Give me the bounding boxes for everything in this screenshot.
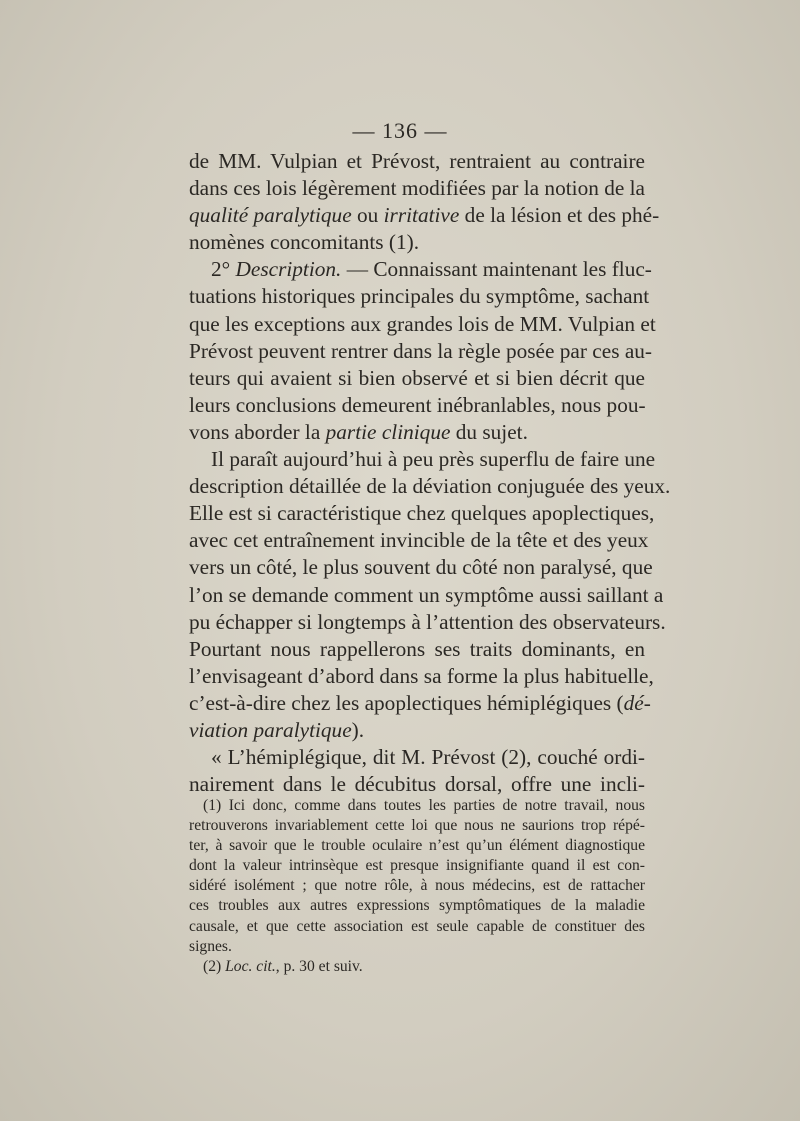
text-segment: ter, à savoir que le trouble oculaire n’est qu’un élément diagnostique bbox=[189, 837, 645, 855]
footnote-line bbox=[189, 796, 645, 816]
text-segment: leurs conclusions demeurent inébranlables, nous pou- bbox=[189, 392, 646, 417]
body-line bbox=[189, 283, 650, 310]
text-segment: vers un côté, le plus souvent du côté non paralysé, que bbox=[189, 555, 653, 580]
body-line bbox=[189, 690, 651, 717]
text-segment: avec cet entraînement invincible de la tête et des yeux bbox=[189, 528, 649, 553]
text-segment: de la lésion et des phé- bbox=[459, 203, 660, 228]
body-line bbox=[189, 473, 671, 500]
body-line bbox=[189, 392, 645, 419]
text-segment: que les exceptions aux grandes lois de MM. Vulpian et bbox=[189, 311, 656, 336]
text-segment: « L’hémiplégique, dit M. Prévost (2), couché ordi- bbox=[211, 745, 645, 770]
text-segment: Il paraît aujourd’hui à peu près superflu de faire une bbox=[211, 447, 656, 472]
text-segment: dont la valeur intrinsèque est presque insignifiante quand il est con- bbox=[189, 857, 645, 875]
text-segment: vons aborder la bbox=[189, 419, 326, 444]
body-line bbox=[189, 554, 653, 581]
text-segment: ou bbox=[351, 203, 384, 228]
body-line bbox=[189, 256, 652, 283]
body-line bbox=[189, 338, 653, 365]
italic-text: dé- bbox=[623, 690, 651, 715]
text-segment: Elle est si caractéristique chez quelques apoplectiques, bbox=[189, 501, 655, 526]
italic-text: partie clinique bbox=[325, 419, 451, 444]
text-segment: du sujet. bbox=[450, 419, 528, 444]
italic-text: Loc. cit. bbox=[225, 957, 276, 975]
body-line bbox=[189, 175, 645, 202]
body-line bbox=[189, 446, 656, 473]
body-line bbox=[189, 744, 645, 771]
body-line bbox=[189, 148, 645, 175]
body-line bbox=[189, 636, 645, 663]
footnote-line bbox=[189, 957, 645, 977]
text-segment: — Connaissant maintenant les fluc- bbox=[341, 257, 652, 282]
text-segment: Pourtant nous rappellerons ses traits dominants, en bbox=[189, 636, 645, 661]
text-segment: Prévost peuvent rentrer dans la règle posée par ces au- bbox=[189, 338, 653, 363]
text-segment: l’on se demande comment un symptôme aussi saillant a bbox=[189, 582, 664, 607]
text-segment: nomènes concomitants (1). bbox=[189, 230, 420, 255]
text-segment: c’est-à-dire chez les apoplectiques hémiplégiques ( bbox=[189, 690, 624, 715]
italic-text: qualité paralytique bbox=[189, 203, 352, 228]
body-line bbox=[189, 527, 649, 554]
footnote-line bbox=[189, 876, 645, 896]
text-segment: ). bbox=[351, 717, 365, 742]
text-segment: de MM. Vulpian et Prévost, rentraient au contraire bbox=[189, 149, 645, 173]
text-segment: l’envisageant d’abord dans sa forme la plus habituelle, bbox=[189, 663, 654, 688]
body-line bbox=[189, 582, 664, 609]
text-segment: sidéré isolément ; que notre rôle, à nous médecins, est de rattacher bbox=[189, 877, 645, 895]
body-text bbox=[189, 148, 671, 798]
text-segment: nairement dans le décubitus dorsal, offre une incli- bbox=[189, 772, 645, 797]
body-line bbox=[189, 229, 645, 256]
text-segment: causale, et que cette association est seule capable de constituer des bbox=[189, 917, 645, 935]
body-line bbox=[189, 202, 660, 229]
body-line bbox=[189, 717, 645, 744]
text-segment: tuations historiques principales du symptôme, sachant bbox=[189, 284, 650, 309]
footnote-line bbox=[189, 937, 645, 957]
body-line bbox=[189, 500, 655, 527]
body-line bbox=[189, 663, 654, 690]
text-segment: (1) Ici donc, comme dans toutes les parties de notre travail, nous bbox=[203, 797, 645, 814]
footnote-line bbox=[189, 856, 645, 876]
footnote-line bbox=[189, 836, 645, 856]
footnote-line bbox=[189, 917, 645, 937]
footnote-line bbox=[189, 816, 645, 836]
text-segment: description détaillée de la déviation conjuguée des yeux. bbox=[189, 474, 671, 499]
body-line bbox=[189, 609, 666, 636]
text-segment: teurs qui avaient si bien observé et si bien décrit que bbox=[189, 365, 645, 390]
text-segment: 2° bbox=[211, 257, 236, 282]
text-segment: (2) bbox=[203, 957, 226, 975]
body-line bbox=[189, 419, 645, 446]
body-line bbox=[189, 771, 645, 798]
text-segment: dans ces lois légèrement modifiées par la notion de la bbox=[189, 176, 645, 201]
body-line bbox=[189, 311, 656, 338]
italic-text: viation paralytique bbox=[189, 717, 352, 742]
body-line bbox=[189, 365, 645, 392]
italic-text: Description. bbox=[235, 257, 342, 282]
text-segment: signes. bbox=[189, 937, 232, 955]
text-segment: pu échapper si longtemps à l’attention des observateurs. bbox=[189, 609, 666, 634]
footnotes bbox=[189, 796, 645, 977]
text-segment: , p. 30 et suiv. bbox=[275, 957, 363, 975]
text-segment: retrouverons invariablement cette loi que nous ne saurions trop répé- bbox=[189, 817, 645, 835]
text-segment: ces troubles aux autres expressions symptômatiques de la maladie bbox=[189, 897, 645, 915]
page-number: — 136 — bbox=[352, 118, 448, 143]
footnote-line bbox=[189, 896, 645, 916]
italic-text: irritative bbox=[383, 203, 460, 228]
